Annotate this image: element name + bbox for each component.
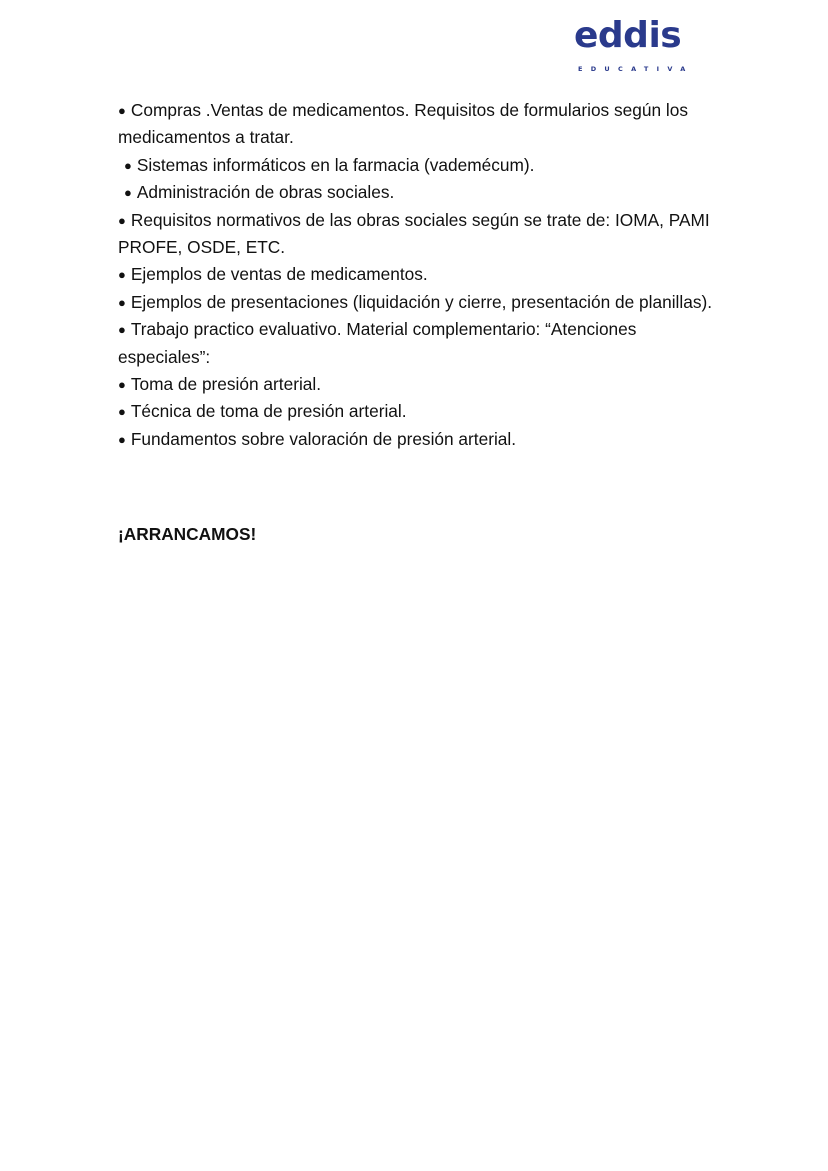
list-item-text: Ejemplos de ventas de medicamentos.	[130, 264, 428, 285]
list-item	[118, 316, 718, 371]
logo-wordmark: eddis	[574, 15, 682, 56]
list-item	[118, 179, 718, 206]
bullet-icon: ●	[118, 212, 126, 228]
eddis-logo	[568, 0, 710, 80]
list-item	[118, 289, 718, 316]
closing-heading: ¡ARRANCAMOS!	[118, 524, 257, 544]
list-item-text: Fundamentos sobre valoración de presión arterial.	[130, 428, 517, 449]
bullet-icon: ●	[118, 431, 126, 447]
list-item-text: Compras .Ventas de medicamentos. Requisitos de formularios según los medicamentos a tratar.	[118, 100, 688, 148]
bullet-icon: ●	[118, 377, 126, 393]
list-item	[118, 152, 718, 179]
bullet-icon: ●	[118, 404, 126, 420]
list-item	[118, 207, 718, 262]
list-item	[118, 97, 718, 152]
list-item-text: Ejemplos de presentaciones (liquidación y cierre, presentación de planillas).	[130, 291, 713, 312]
topic-list	[118, 97, 718, 453]
logo-subtitle: EDUCATIVA	[578, 65, 694, 73]
bullet-icon: ●	[118, 322, 126, 338]
bullet-icon: ●	[118, 103, 126, 118]
list-item	[118, 261, 718, 288]
list-item	[118, 371, 718, 398]
list-item	[118, 398, 718, 425]
list-item-text: Toma de presión arterial.	[130, 374, 322, 395]
bullet-icon: ●	[124, 185, 132, 201]
bullet-icon: ●	[118, 294, 126, 310]
list-item-text: Sistemas informáticos en la farmacia (vademécum).	[136, 154, 535, 175]
bullet-icon: ●	[124, 157, 132, 173]
list-item	[118, 426, 718, 453]
list-item-text: Administración de obras sociales.	[136, 182, 395, 203]
list-item-text: Trabajo practico evaluativo. Material complementario: “Atenciones especiales”:	[118, 319, 637, 367]
bullet-icon: ●	[118, 267, 126, 283]
list-item-text: Requisitos normativos de las obras sociales según se trate de: IOMA, PAMI PROFE, OSDE, ETC.	[118, 209, 710, 258]
list-item-text: Técnica de toma de presión arterial.	[130, 401, 407, 422]
